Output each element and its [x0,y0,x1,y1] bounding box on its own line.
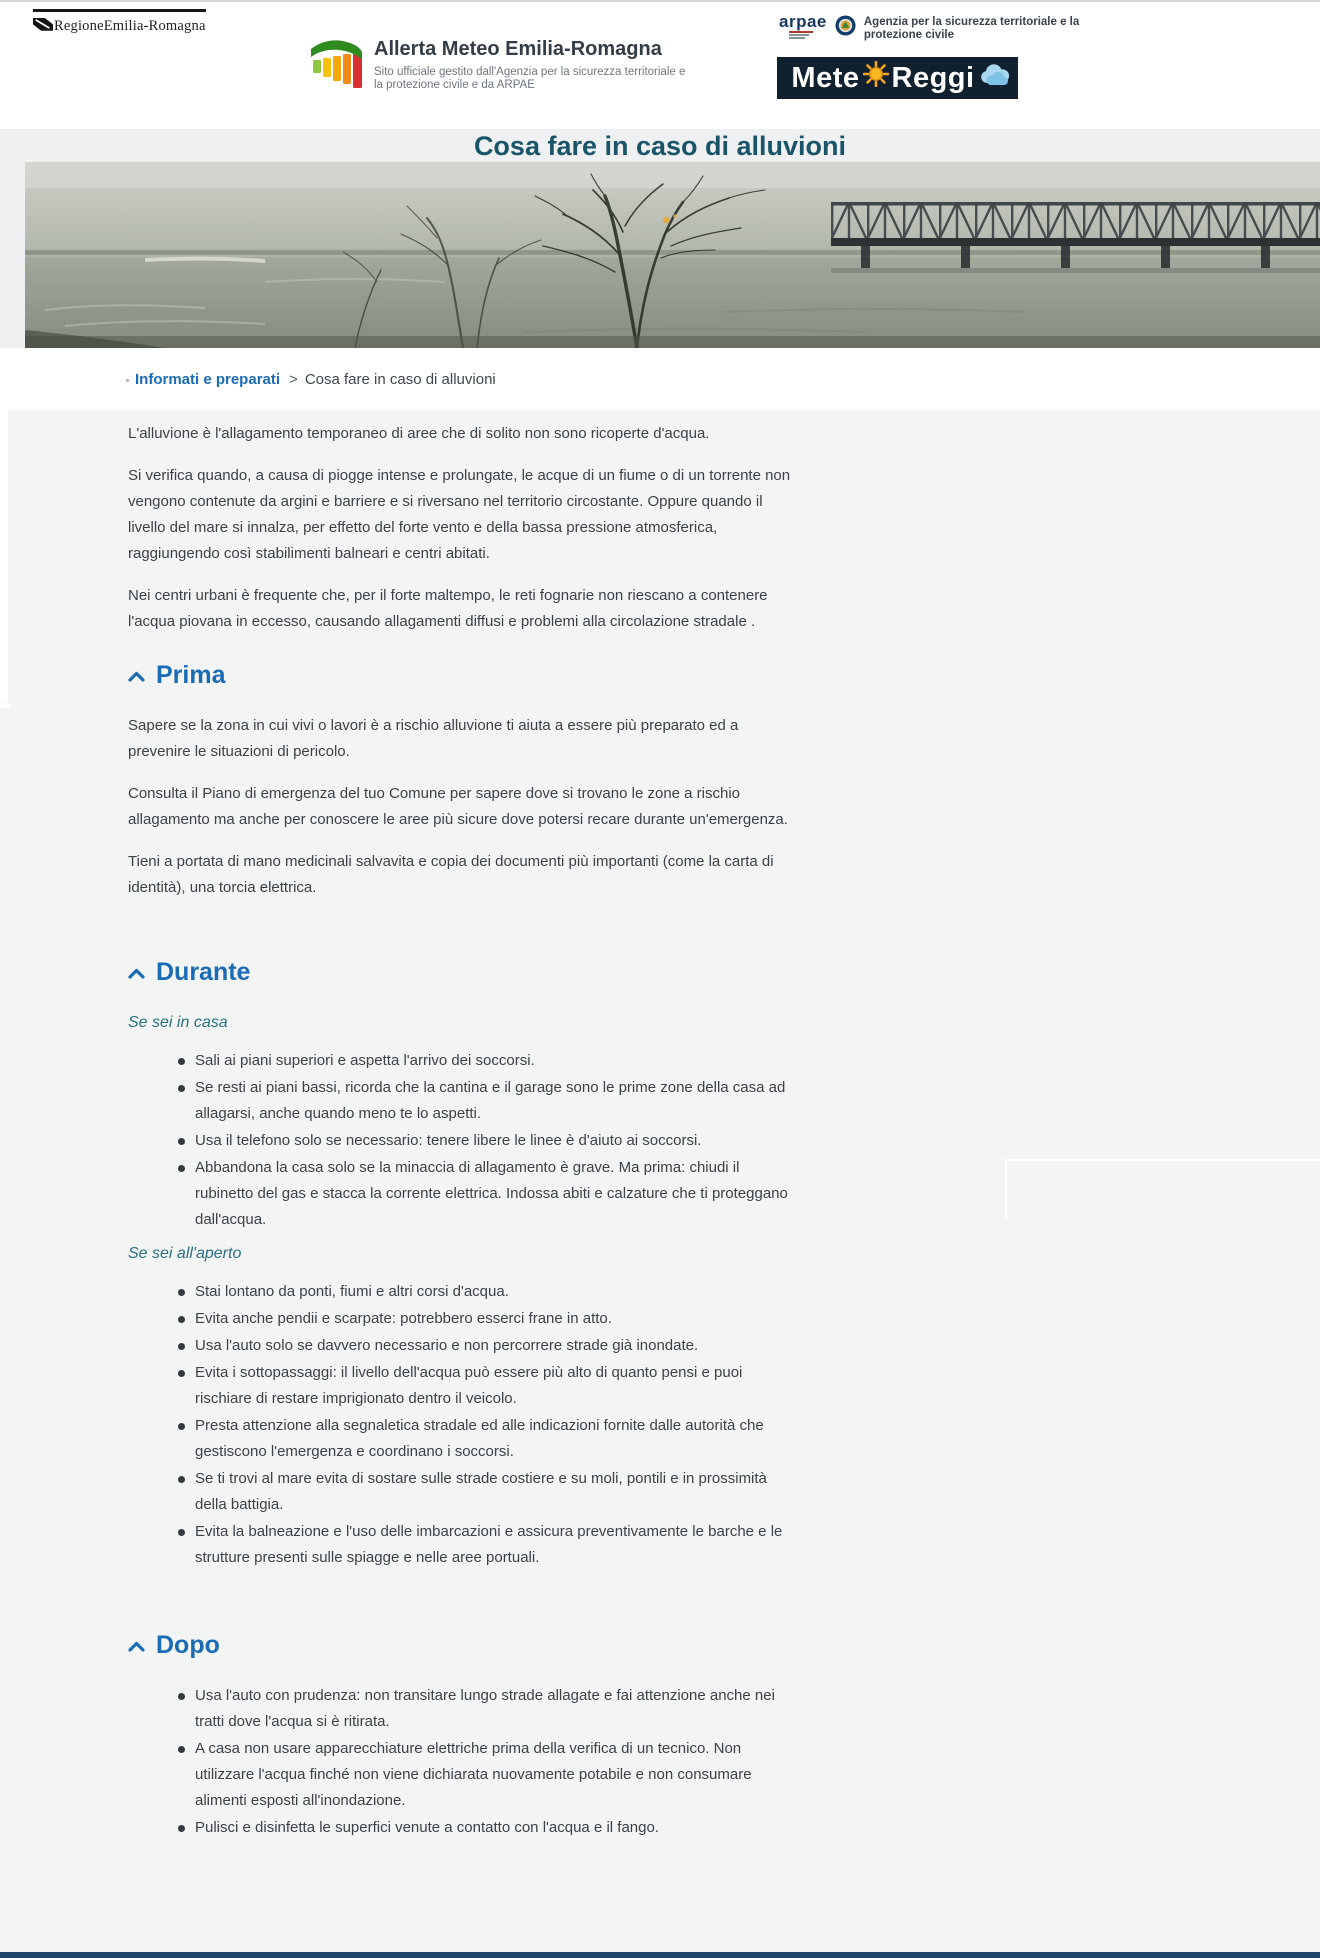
list-se-sei-in-casa [128,1048,796,1233]
breadcrumb-tick [126,379,129,382]
list-se-sei-all-aperto [128,1279,796,1571]
list-item: Usa l'auto con prudenza: non transitare lungo strade allagate e fai attenzione anche nei tratti dove l'acqua si è ritirata. [195,1683,796,1735]
chevron-up-icon [128,1641,145,1652]
site-header [0,2,1320,129]
watermark-text-1: Mete [791,61,860,94]
section-title-dopo: Dopo [156,1631,220,1659]
arpae-logo[interactable] [779,14,827,39]
list-item: Usa l'auto solo se davvero necessario e non percorrere strade già inondate. [195,1333,796,1359]
intro-paragraph-1: L'alluvione è l'allagamento temporaneo di aree che di solito non sono ricoperte d'acqua. [128,425,710,442]
site-title: Allerta Meteo Emilia-Romagna [374,38,662,60]
page-title: Cosa fare in caso di alluvioni [473,131,847,161]
agency-name-line2: protezione civile [863,29,954,41]
list-item: Pulisci e disinfetta le superfici venute a contatto con l'acqua e il fango. [195,1815,796,1841]
subheading-se-sei-all-aperto: Se sei all'aperto [128,1245,242,1262]
watermark-text-2: Reggi [891,61,975,94]
left-edge-line-artifact [0,703,10,708]
regione-logo-icon [33,16,53,36]
subheading-se-sei-in-casa: Se sei in casa [128,1014,228,1031]
section-title-prima: Prima [156,661,226,689]
footer-bar [0,1952,1320,1958]
sun-icon [863,61,889,95]
list-item: Se ti trovi al mare evita di sostare sulle strade costiere e su moli, pontili e in prossimità della battigia. [195,1466,796,1518]
breadcrumb-link-informati-e-preparati[interactable]: Informati e preparati [135,370,281,388]
list-item: Evita la balneazione e l'uso delle imbarcazioni e assicura preventivamente le barche e le strutture presenti sulle spiagge e nelle aree portuali. [195,1519,796,1571]
section-toggle-prima[interactable] [128,661,796,689]
arpae-microtext [779,31,827,39]
intro-paragraph-2: Si verifica quando, a causa di piogge intense e prolungate, le acque di un fiume o di un torrente non vengono contenute da argini e barriere e si riversano nel territorio circostante. Oppure quando il livello del mare si innalza, per effetto del forte vento e della bassa pressione atmosferica, raggiungendo così stabilimenti balneari e centri abitati. [128,467,791,562]
meteo-reggio-watermark [777,57,1018,99]
article-column [128,410,796,1841]
prima-paragraph-3: Tieni a portata di mano medicinali salvavita e copia dei documenti più importanti (come la carta di identità), una torcia elettrica. [128,853,774,896]
chevron-up-icon [128,671,145,682]
regione-logo-text: RegioneEmilia-Romagna [54,17,206,34]
site-subtitle-line1: Sito ufficiale gestito dall'Agenzia per la sicurezza territoriale e [374,66,686,78]
chevron-up-icon [128,968,145,979]
cloud-icon [978,61,1012,95]
arpae-logo-text: arpae [779,12,827,31]
list-item: Sali ai piani superiori e aspetta l'arrivo dei soccorsi. [195,1048,796,1074]
list-item: Presta attenzione alla segnaletica stradale ed alle indicazioni fornite dalle autorità che gestiscono l'emergenza e coordinano i soccorsi. [195,1413,796,1465]
list-item: Usa il telefono solo se necessario: tenere libere le linee è d'aiuto ai soccorsi. [195,1128,796,1154]
agency-logos [779,14,1079,42]
section-toggle-dopo[interactable] [128,1631,796,1659]
site-brand-text [374,38,685,92]
list-item: Stai lontano da ponti, fiumi e altri corsi d'acqua. [195,1279,796,1305]
agency-name-line1: Agenzia per la sicurezza territoriale e la [863,16,1080,28]
intro-paragraph-3: Nei centri urbani è frequente che, per il forte maltempo, le reti fognarie non riescano a contenere l'acqua piovana in eccesso, causando allagamenti diffusi e problemi alla circolazione stradale . [128,587,768,630]
prima-paragraph-2: Consulta il Piano di emergenza del tuo Comune per sapere dove si trovano le zone a rischio allagamento ma anche per conoscere le aree più sicure dove potersi recare durante un'emergenza. [128,785,788,828]
regione-emilia-romagna-logo[interactable] [33,9,206,36]
list-item: Abbandona la casa solo se la minaccia di allagamento è grave. Ma prima: chiudi il rubinetto del gas e stacca la corrente elettrica. Indossa abiti e calzature che ti proteggano dall'acqua. [195,1155,796,1233]
hero-band [0,129,1320,348]
allerta-meteo-logo-icon [310,38,363,88]
right-overlay-outline-artifact [1005,1159,1320,1219]
list-item: Se resti ai piani bassi, ricorda che la cantina e il garage sono le prime zone della casa ad allagarsi, anche quando meno te lo aspetti. [195,1075,796,1127]
section-toggle-durante[interactable] [128,958,796,986]
site-brand[interactable] [310,38,685,92]
list-item: A casa non usare apparecchiature elettriche prima della verifica di un tecnico. Non utilizzare l'acqua finché non viene dichiarata nuovamente potabile e non consumare alimenti esposti all'inondazione. [195,1736,796,1814]
section-title-durante: Durante [156,958,251,986]
list-item: Evita i sottopassaggi: il livello dell'acqua può essere più alto di quanto pensi e puoi rischiare di restare imprigionato dentro il veicolo. [195,1360,796,1412]
left-edge-artifact [0,410,8,702]
list-dopo [128,1683,796,1841]
list-item: Evita anche pendii e scarpate: potrebbero esserci frane in atto. [195,1306,796,1332]
agency-name [864,16,1079,42]
protezione-civile-logo-icon [835,15,856,36]
prima-paragraph-1: Sapere se la zona in cui vivi o lavori è a rischio alluvione ti aiuta a essere più preparato ed a prevenire le situazioni di pericolo. [128,717,739,760]
breadcrumb-current-page: Cosa fare in caso di alluvioni [304,370,496,388]
breadcrumb [0,348,1320,410]
site-subtitle-line2: la protezione civile e da ARPAE [374,79,535,91]
breadcrumb-separator-icon: > [289,370,298,388]
flood-photo [25,162,1320,348]
